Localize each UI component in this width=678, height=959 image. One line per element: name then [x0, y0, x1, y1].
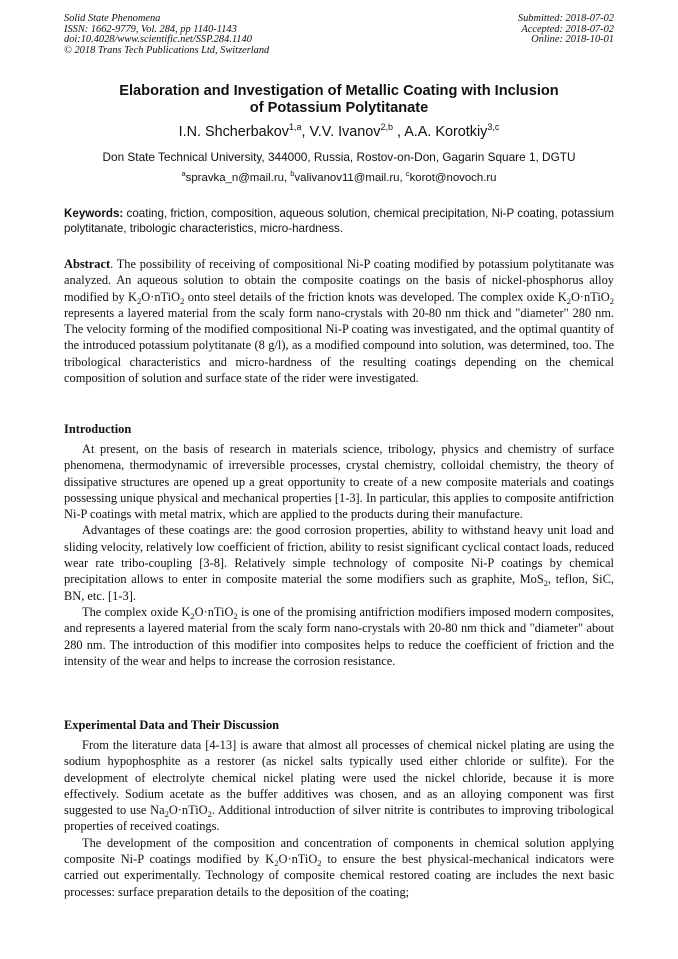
author-name: I.N. Shcherbakov [178, 124, 289, 140]
experimental-section [64, 737, 614, 900]
paper-title [64, 83, 614, 117]
author-superscript: 3,c [487, 122, 500, 132]
email-link[interactable]: spravka_n@mail.ru, [185, 172, 291, 184]
title-line-2: of Potassium Polytitanate [249, 100, 429, 116]
affiliation: Don State Technical University, 344000, Russia, Rostov-on-Don, Gagarin Square 1, DGTU [102, 150, 576, 164]
journal-name: Solid State Phenomena [64, 13, 161, 24]
author-superscript: 1,a [289, 122, 302, 132]
email-link[interactable]: korot@novoch.ru [409, 172, 497, 184]
accepted-date: Accepted: 2018-07-02 [521, 23, 614, 35]
issn-line: ISSN: 1662-9779, Vol. 284, pp 1140-1143 [64, 23, 237, 35]
abstract-label: Abstract [64, 257, 111, 271]
dates-header [518, 14, 614, 46]
keywords-label: Keywords: [64, 207, 124, 220]
abstract: Abstract. The possibility of receiving of compositional Ni-P coating modified by potassium polytitanate was analyzed. An aqueous solution to obtain the composite coatings on the basis of nickel-phosphorus alloy modified by $K_2O\cdot nTiO_2$ onto steel details of the friction knots was developed. The complex oxide $K_2O\cdot nTiO_2$ represents a layered material from the scaly form nano-crystals with 20-80 nm thick and "diameter" 280 nm. The velocity forming of the modified compositional Ni-P coating was investigated, and the optimal quantity of the introduced potassium polytitanate (8 g/l), as a modified compound into solution, was determined, too. The tribological characteristics and micro-hardness of the resulting coatings depending on the chemical composition of solution and surface state of the rider were investigated. [64, 257, 614, 386]
online-date: Online: 2018-10-01 [531, 34, 614, 46]
introduction-section [64, 441, 614, 669]
keywords-text: coating, friction, composition, aqueous solution, chemical precipitation, Ni-P coating, potassium polytitanate, tribologic characteristics, micro-hardness. [64, 207, 614, 235]
section-heading-introduction: Introduction [64, 422, 132, 436]
keywords [64, 206, 614, 236]
author-name: A.A. Korotkiy [404, 124, 488, 140]
title-line-1: Elaboration and Investigation of Metallic Coating with Inclusion [119, 83, 559, 99]
paragraph: The development of the composition and concentration of components in chemical solution applying composite Ni-P coatings modified by $K_2O\cdot nTiO_2$ to ensure the best physical-mechanical indicators were carried out experimentally. Technology of composite chemical restored coating are includes the next basic processes: surface preparation details to the deposition of the coating; [64, 835, 614, 899]
author-name: V.V. Ivanov [309, 124, 381, 140]
copyright-line: © 2018 Trans Tech Publications Ltd, Switzerland [64, 44, 270, 56]
section-heading-experimental: Experimental Data and Their Discussion [64, 718, 280, 732]
author-list: I.N. Shcherbakov$^{1,a}$, V.V. Ivanov$^{2,b}$ , A.A. Korotkiy$^{3,c}$ [178, 122, 500, 140]
paragraph: Advantages of these coatings are: the good corrosion properties, ability to withstand heavy unit load and sliding velocity, relatively low coefficient of friction, ability to resist significant cyclical contact loads, reduced wear rate tribo-coupling [3-8]. Relatively simple technology of composite Ni-P coatings by chemical precipitation allows to enter in composite material the some modifiers such as graphite, MoS$_2$, teflon, SiC, BN, etc. [1-3]. [64, 523, 614, 603]
paragraph: From the literature data [4-13] is aware that almost all processes of chemical nickel plating are using the sodium hypophosphite as a restorer (as nickel salts typically used either chloride or sulfite). For the development of electrolyte chemical nickel plating were used the nickel chloride, because it is more effectively. Sodium acetate as the buffer additives was chosen, and as an alloying component was first suggested to use $Na_2O\cdot nTiO_2$. Additional introduction of silver nitrite is contributes to improving tribological properties of received coatings. [64, 738, 614, 834]
doi-line: doi:10.4028/www.scientific.net/SSP.284.1140 [64, 34, 252, 46]
journal-header [64, 14, 269, 56]
email-list: $^a$spravka_n@mail.ru, $^b$valivanov11@mail.ru, $^c$korot@novoch.ru [181, 169, 497, 184]
paragraph: At present, on the basis of research in materials science, tribology, physics and chemistry of surface phenomena, thermodynamic of irreversible processes, crystal chemistry, colloidal chemistry, the theory of dissipative structures are opened up a great opportunity to create of a new composite materials and coatings possessing unique physical and mechanical properties [1-3]. In particular, this applies to composite antifriction Ni-P coatings with metal matrix, which are applied to the products during their manufacture. [64, 442, 614, 522]
author-superscript: 2,b [380, 122, 393, 132]
submitted-date: Submitted: 2018-07-02 [517, 13, 614, 24]
email-link[interactable]: valivanov11@mail.ru, [294, 172, 406, 184]
paragraph: The complex oxide $K_2O\cdot nTiO_2$ is one of the promising antifriction modifiers imposed modern composites, and represents a layered material from the scaly form nano-crystals with 20-80 nm thick and "diameter" about 280 nm. The introduction of this modifier into composites helps to reduce the coefficient of friction and the intensity of the wear and helps to increase the corrosion resistance. [64, 604, 614, 668]
